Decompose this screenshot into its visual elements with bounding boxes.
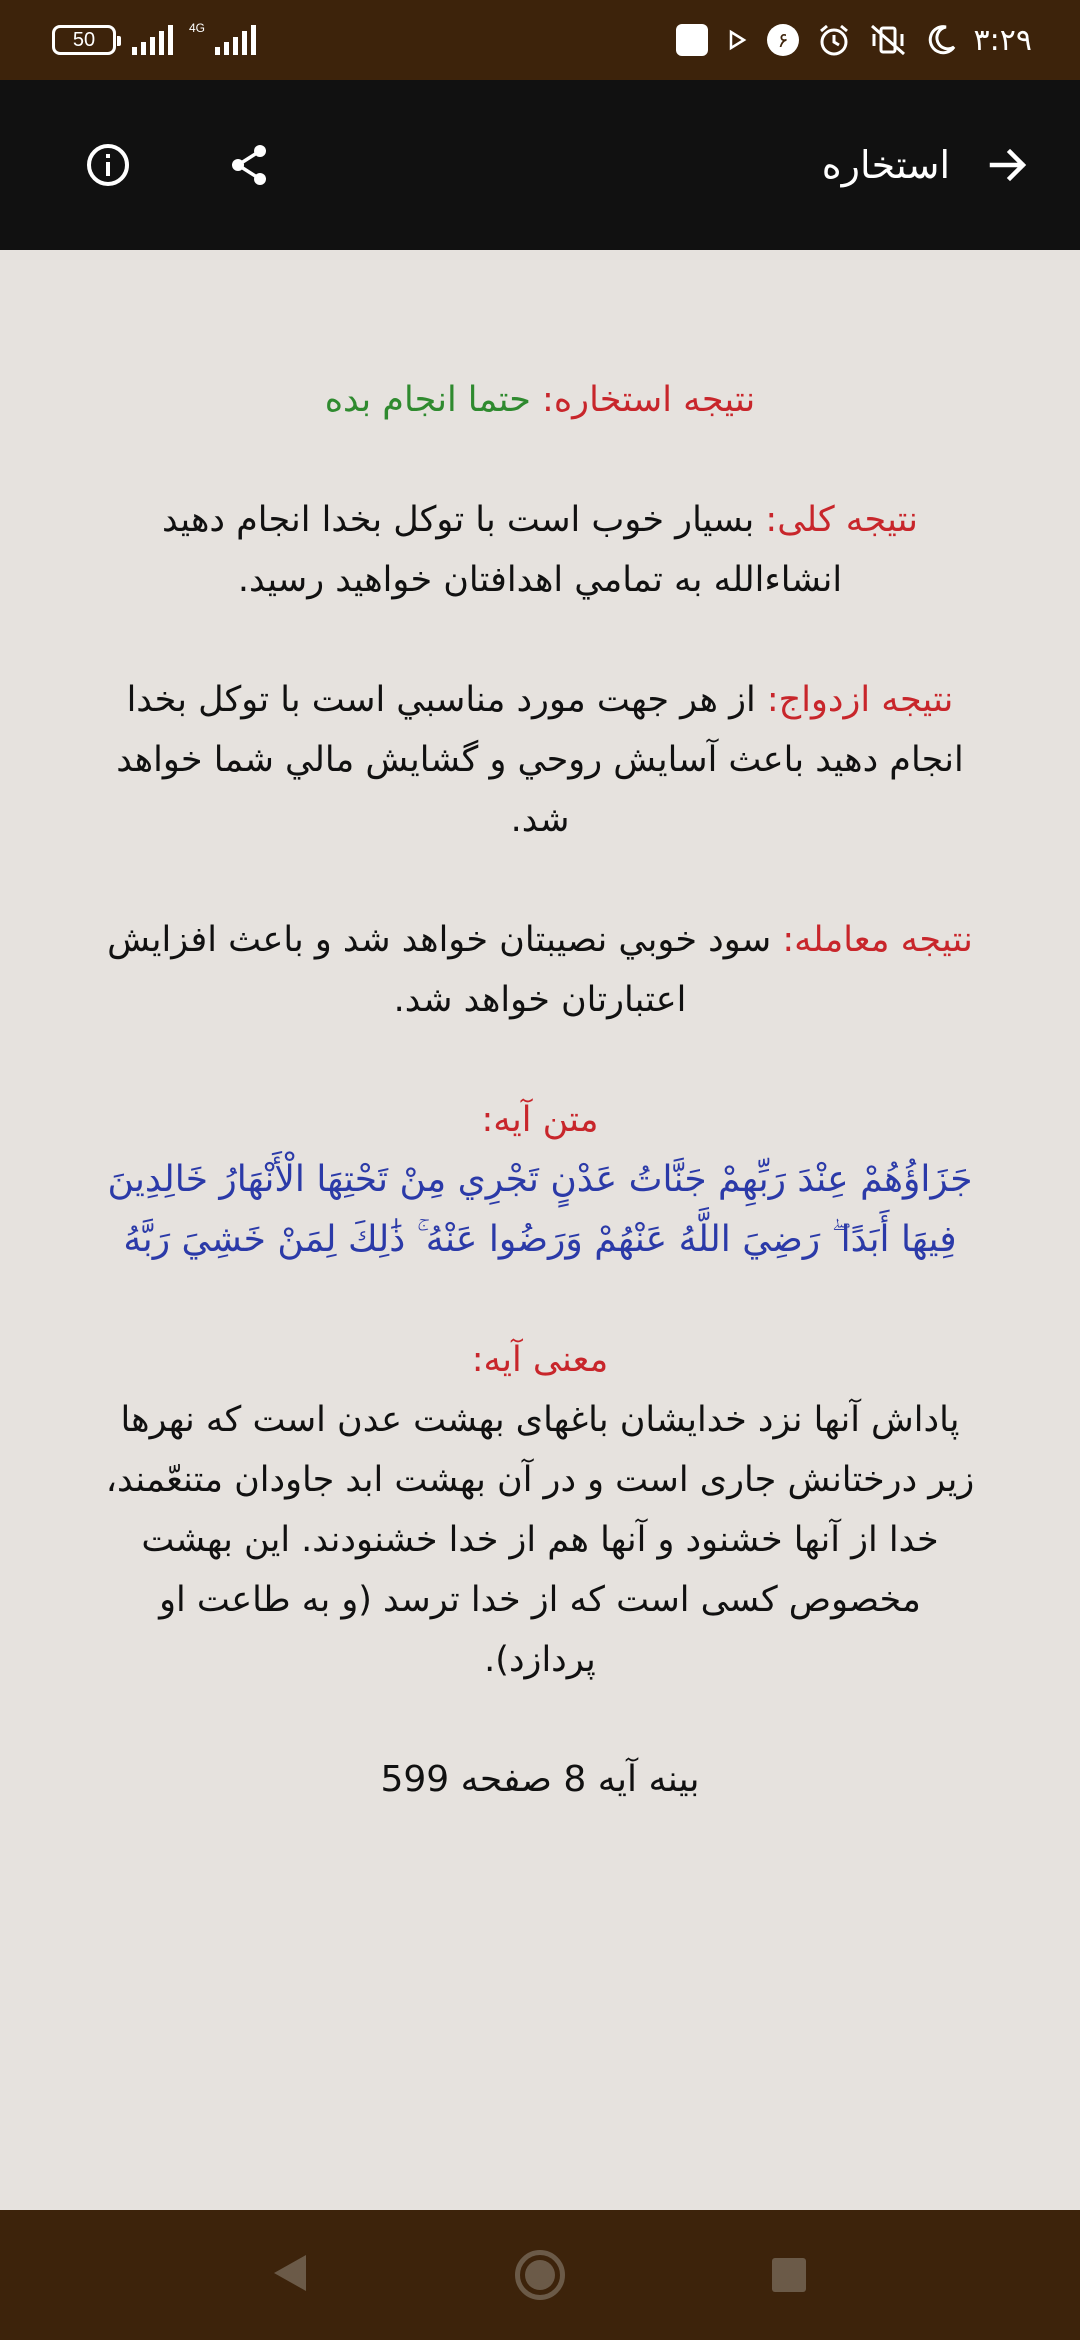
istikhara-result — [100, 370, 980, 1870]
general-label: نتیجه کلی: — [765, 500, 918, 540]
marriage-block — [100, 670, 980, 850]
meaning-block — [100, 1330, 980, 1690]
result-value: حتما انجام بده — [324, 380, 531, 420]
meaning-text: پاداش آنها نزد خدايشان باغهای بهشت عدن است كه نهرها زير درختانش جاری است و در آن بهشت ابد جاودان متنعّمند، خدا از آنها خشنود و آنها هم از خدا خشنودند. اين بهشت مخصوص كسی است كه از خدا ترسد (و به طاعت او پردازد). — [105, 1400, 975, 1680]
page-title: استخاره — [821, 143, 950, 187]
meaning-label: معنی آیه: — [471, 1340, 609, 1380]
network-type: 4G — [189, 21, 206, 35]
arrow-right-icon — [986, 143, 1030, 187]
alarm-icon — [816, 22, 852, 58]
nav-home-button[interactable] — [515, 2250, 565, 2300]
result-block — [100, 370, 980, 430]
trade-block — [100, 910, 980, 1030]
triangle-back-icon — [270, 2251, 310, 2295]
verse-block — [100, 1090, 980, 1270]
vibrate-off-icon — [868, 22, 908, 58]
marriage-text: از هر جهت مورد مناسبي است با توکل بخدا انجام دهيد باعث آسايش روحي و گشايش مالي شما خواهد شد. — [116, 680, 964, 840]
nav-recents-button[interactable] — [772, 2258, 806, 2292]
play-icon — [724, 27, 750, 53]
navigation-bar — [0, 2210, 1080, 2340]
status-left — [52, 21, 256, 55]
info-icon — [84, 141, 132, 189]
general-text: بسيار خوب است با توکل بخدا انجام دهيد انشاءالله به تمامي اهدافتان خواهيد رسيد. — [162, 500, 843, 600]
general-block — [100, 490, 980, 610]
verse-text: جَزَاؤُهُمْ عِنْدَ رَبِّهِمْ جَنَّاتُ عَدْنٍ تَجْرِي مِنْ تَحْتِهَا الْأَنْهَارُ خَالِدِينَ فِيهَا أَبَدًا ۖ رَضِيَ اللَّهُ عَنْهُمْ وَرَضُوا عَنْهُ ۚ ذَٰلِكَ لِمَنْ خَشِيَ رَبَّهُ — [107, 1159, 973, 1260]
marriage-label: نتیجه ازدواج: — [766, 680, 954, 720]
nav-back-button[interactable] — [270, 2251, 310, 2299]
app-bar — [0, 80, 1080, 250]
signal-icon-2 — [215, 25, 256, 55]
back-button[interactable] — [980, 137, 1036, 193]
trade-text: سود خوبي نصيبتان خواهد شد و باعث افزايش اعتبارتان خواهد شد. — [107, 920, 772, 1020]
share-icon — [226, 141, 274, 189]
signal-icon — [132, 25, 173, 55]
result-label: نتیجه استخاره: — [542, 380, 756, 420]
battery-level: 50 — [72, 28, 96, 51]
verse-reference: بینه آیه 8 صفحه 599 — [380, 1759, 700, 1800]
notification-count-icon — [766, 23, 800, 57]
notification-count: ۶ — [777, 28, 788, 52]
share-button[interactable] — [222, 137, 278, 193]
info-button[interactable] — [80, 137, 136, 193]
status-right — [676, 22, 1032, 58]
moon-icon — [924, 23, 958, 57]
trade-label: نتیجه معامله: — [782, 920, 973, 960]
home-circle-icon — [525, 2260, 555, 2290]
app-notification-icon — [676, 24, 708, 56]
status-bar — [0, 0, 1080, 80]
verse-label: متن آیه: — [481, 1100, 599, 1140]
battery-icon — [52, 25, 116, 55]
status-time: ۳:۲۹ — [973, 22, 1032, 58]
